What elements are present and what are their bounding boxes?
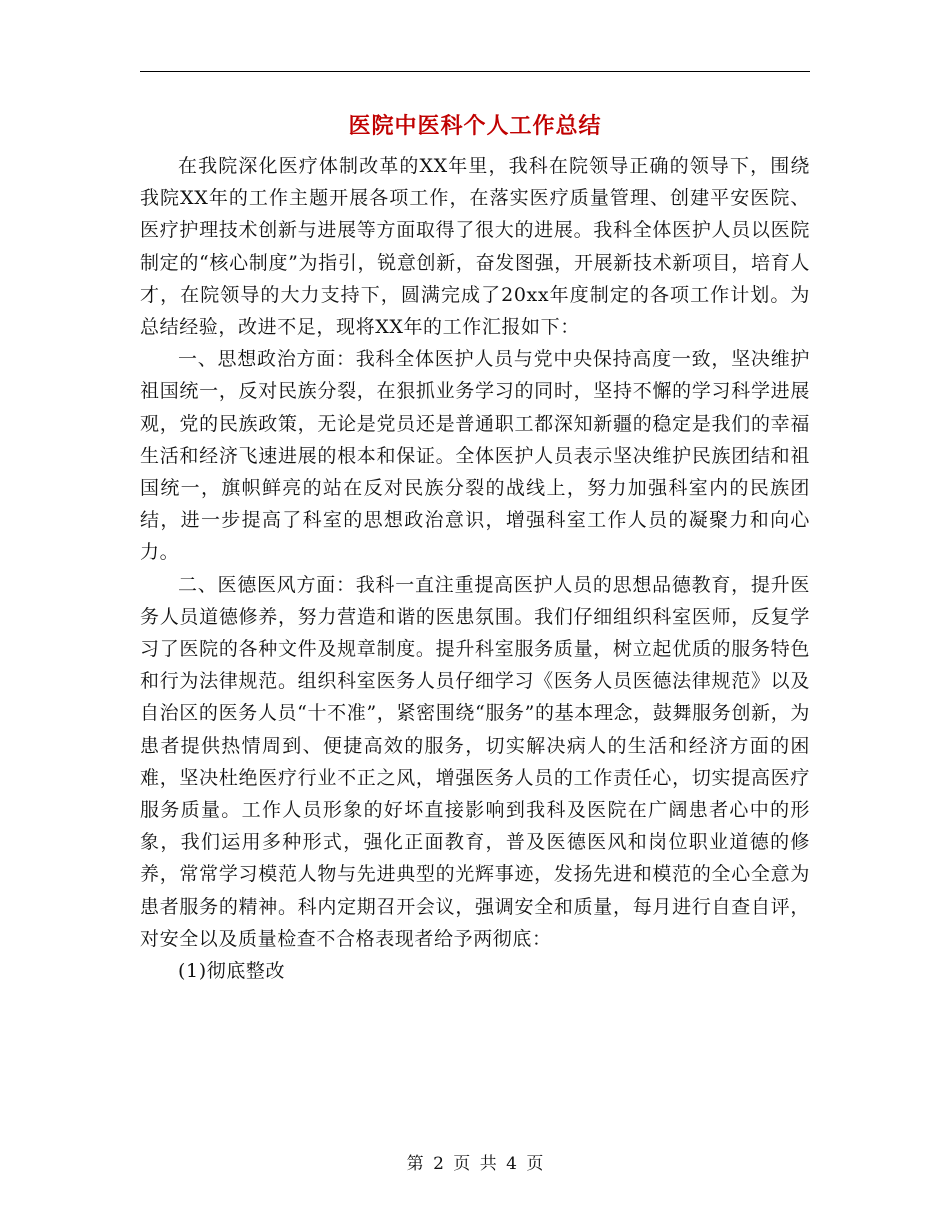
paragraph-list-item-1: (1)彻底整改 — [178, 960, 286, 983]
document-body — [140, 150, 810, 987]
paragraph-political: 一、思想政治方面：我科全体医护人员与党中央保持高度一致，坚决维护祖国统一，反对民族分裂，在狠抓业务学习的同时，坚持不懈的学习科学进展观，党的民族政策，无论是党员还是普通职工都深知新疆的稳定是我们的幸福生活和经济飞速进展的根本和保证。全体医护人员表示坚决维护民族团结和祖国统一，旗帜鲜亮的站在反对民族分裂的战线上，努力加强科室内的民族团结，进一步提高了科室的思想政治意识，增强科室工作人员的凝聚力和向心力。 — [140, 348, 810, 564]
document-title: 医院中医科个人工作总结 — [348, 113, 602, 139]
header-rule — [140, 71, 810, 72]
paragraph-intro: 在我院深化医疗体制改革的XX年里，我科在院领导正确的领导下，围绕我院XX年的工作主题开展各项工作，在落实医疗质量管理、创建平安医院、医疗护理技术创新与进展等方面取得了很大的进展。我科全体医护人员以医院制定的“核心制度”为指引，锐意创新，奋发图强，开展新技术新项目，培育人才，在院领导的大力支持下，圆满完成了20xx年度制定的各项工作计划。为总结经验，改进不足，现将XX年的工作汇报如下： — [140, 155, 810, 339]
page-number-footer: 第 2 页 共 4 页 — [406, 1154, 544, 1174]
paragraph-medical-ethics: 二、医德医风方面：我科一直注重提高医护人员的思想品德教育，提升医务人员道德修养，努力营造和谐的医患氛围。我们仔细组织科室医师，反复学习了医院的各种文件及规章制度。提升科室服务质量，树立起优质的服务特色和行为法律规范。组织科室医务人员仔细学习《医务人员医德法律规范》以及自治区的医务人员“十不准”，紧密围绕“服务”的基本理念，鼓舞服务创新，为患者提供热情周到、便捷高效的服务，切实解决病人的生活和经济方面的困难，坚决杜绝医疗行业不正之风，增强医务人员的工作责任心，切实提高医疗服务质量。工作人员形象的好坏直接影响到我科及医院在广阔患者心中的形象，我们运用多种形式，强化正面教育，普及医德医风和岗位职业道德的修养，常常学习模范人物与先进典型的光辉事迹，发扬先进和模范的全心全意为患者服务的精神。科内定期召开会议，强调安全和质量，每月进行自查自评，对安全以及质量检查不合格表现者给予两彻底： — [140, 573, 810, 950]
